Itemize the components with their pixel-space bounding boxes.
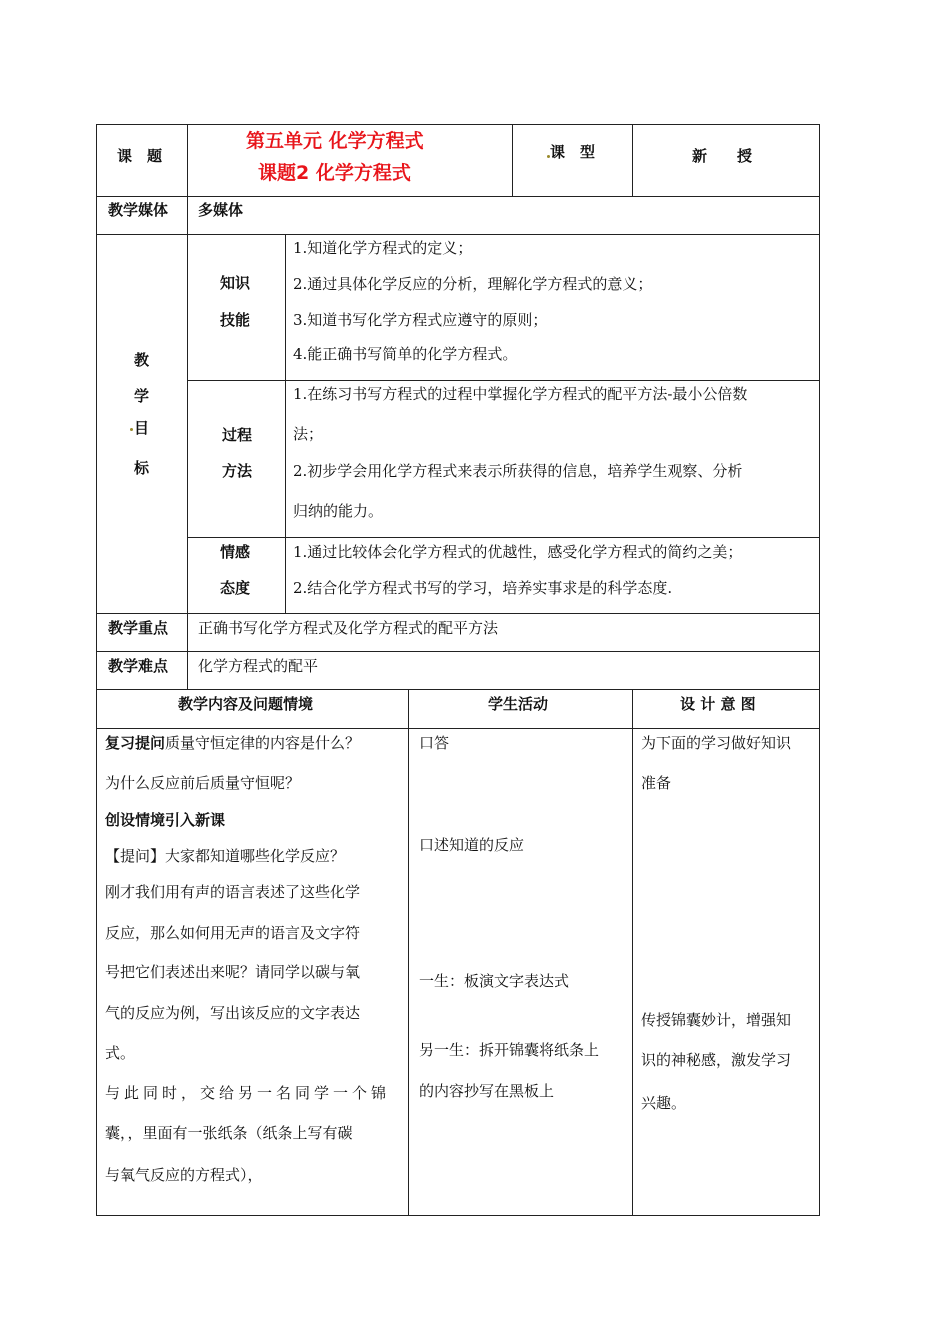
lesson-title: 课题2 化学方程式 — [258, 162, 411, 184]
content-line-2: 为什么反应前后质量守恒呢？ — [105, 774, 301, 792]
emotion-label-2: 态度 — [220, 579, 251, 597]
process-line-4: 归纳的能力。 — [293, 502, 384, 520]
emotion-label-1: 情感 — [220, 543, 251, 561]
process-label-1: 过程 — [222, 426, 253, 444]
media-value: 多媒体 — [198, 201, 244, 219]
content-line: 与氧气反应的方程式）， — [105, 1166, 263, 1184]
content-line: 号把它们表述出来呢？请同学以碳与氧 — [105, 963, 361, 981]
emotion-item-1: 1.通过比较体会化学方程式的优越性，感受化学方程式的简约之美； — [293, 543, 743, 561]
intent-line: 兴趣。 — [641, 1094, 687, 1112]
knowledge-item-1: 1.知道化学方程式的定义； — [293, 239, 473, 257]
intent-line: 为下面的学习做好知识 — [641, 734, 792, 752]
review-question — [105, 733, 360, 753]
content-header: 教学内容及问题情境 — [178, 695, 314, 713]
process-line-2: 法； — [293, 425, 324, 443]
knowledge-label-cell — [187, 234, 286, 381]
content-line: 式。 — [105, 1044, 136, 1062]
media-label: 教学媒体 — [108, 201, 169, 219]
knowledge-item-2: 2.通过具体化学反应的分析，理解化学方程式的意义； — [293, 275, 653, 293]
process-label-cell — [187, 380, 286, 538]
type-label: 课 型 — [550, 143, 596, 161]
activity-line: 口答 — [419, 734, 450, 752]
mark-dot — [130, 428, 133, 431]
review-text: 质量守恒定律的内容是什么？ — [165, 734, 361, 752]
type-value: 新 授 — [692, 147, 753, 165]
content-line: 囊，，里面有一张纸条（纸条上写有碳 — [105, 1124, 353, 1142]
intent-header: 设 计 意 图 — [680, 695, 756, 713]
process-label-2: 方法 — [222, 462, 253, 480]
objectives-label-3: 目 — [134, 419, 150, 437]
content-line: 气的反应为例，写出该反应的文字表达 — [105, 1004, 361, 1022]
intent-line: 传授锦囊妙计，增强知 — [641, 1011, 792, 1029]
objectives-label-4: 标 — [134, 459, 150, 477]
key-point-value: 正确书写化学方程式及化学方程式的配平方法 — [198, 619, 499, 637]
activity-line: 一生：板演文字表达式 — [419, 972, 570, 990]
difficulty-label: 教学难点 — [108, 657, 169, 675]
key-point-label: 教学重点 — [108, 619, 169, 637]
activity-line: 的内容抄写在黑板上 — [419, 1082, 555, 1100]
intent-line: 准备 — [641, 774, 672, 792]
activity-line: 另一生：拆开锦囊将纸条上 — [419, 1041, 600, 1059]
review-label: 复习提问 — [105, 734, 166, 752]
objectives-label-1: 教 — [134, 351, 150, 369]
ask-line: 【提问】大家都知道哪些化学反应？ — [105, 847, 346, 865]
section-heading: 创设情境引入新课 — [105, 811, 226, 829]
unit-title: 第五单元 化学方程式 — [246, 130, 424, 152]
process-line-1: 1.在练习书写方程式的过程中掌握化学方程式的配平方法-最小公倍数 — [293, 385, 748, 403]
topic-label: 课 题 — [117, 147, 163, 165]
media-value-cell — [187, 196, 820, 235]
activity-line: 口述知道的反应 — [419, 836, 525, 854]
content-line: 刚才我们用有声的语言表述了这些化学 — [105, 883, 361, 901]
knowledge-item-4: 4.能正确书写简单的化学方程式。 — [293, 345, 518, 363]
process-line-3: 2.初步学会用化学方程式来表示所获得的信息，培养学生观察、分析 — [293, 462, 743, 480]
knowledge-label-2: 技能 — [220, 311, 251, 329]
content-line: 与此同时，交给另一名同学一个锦 — [105, 1084, 391, 1102]
knowledge-item-3: 3.知道书写化学方程式应遵守的原则； — [293, 311, 548, 329]
objectives-label-2: 学 — [134, 387, 150, 405]
intent-body-cell — [632, 728, 820, 1216]
emotion-item-2: 2.结合化学方程式书写的学习，培养实事求是的科学态度. — [293, 579, 673, 597]
intent-line: 识的神秘感，激发学习 — [641, 1051, 792, 1069]
content-line: 反应，那么如何用无声的语言及文字符 — [105, 924, 361, 942]
difficulty-value: 化学方程式的配平 — [198, 657, 319, 675]
activity-header: 学生活动 — [488, 695, 549, 713]
knowledge-label-1: 知识 — [220, 274, 251, 292]
